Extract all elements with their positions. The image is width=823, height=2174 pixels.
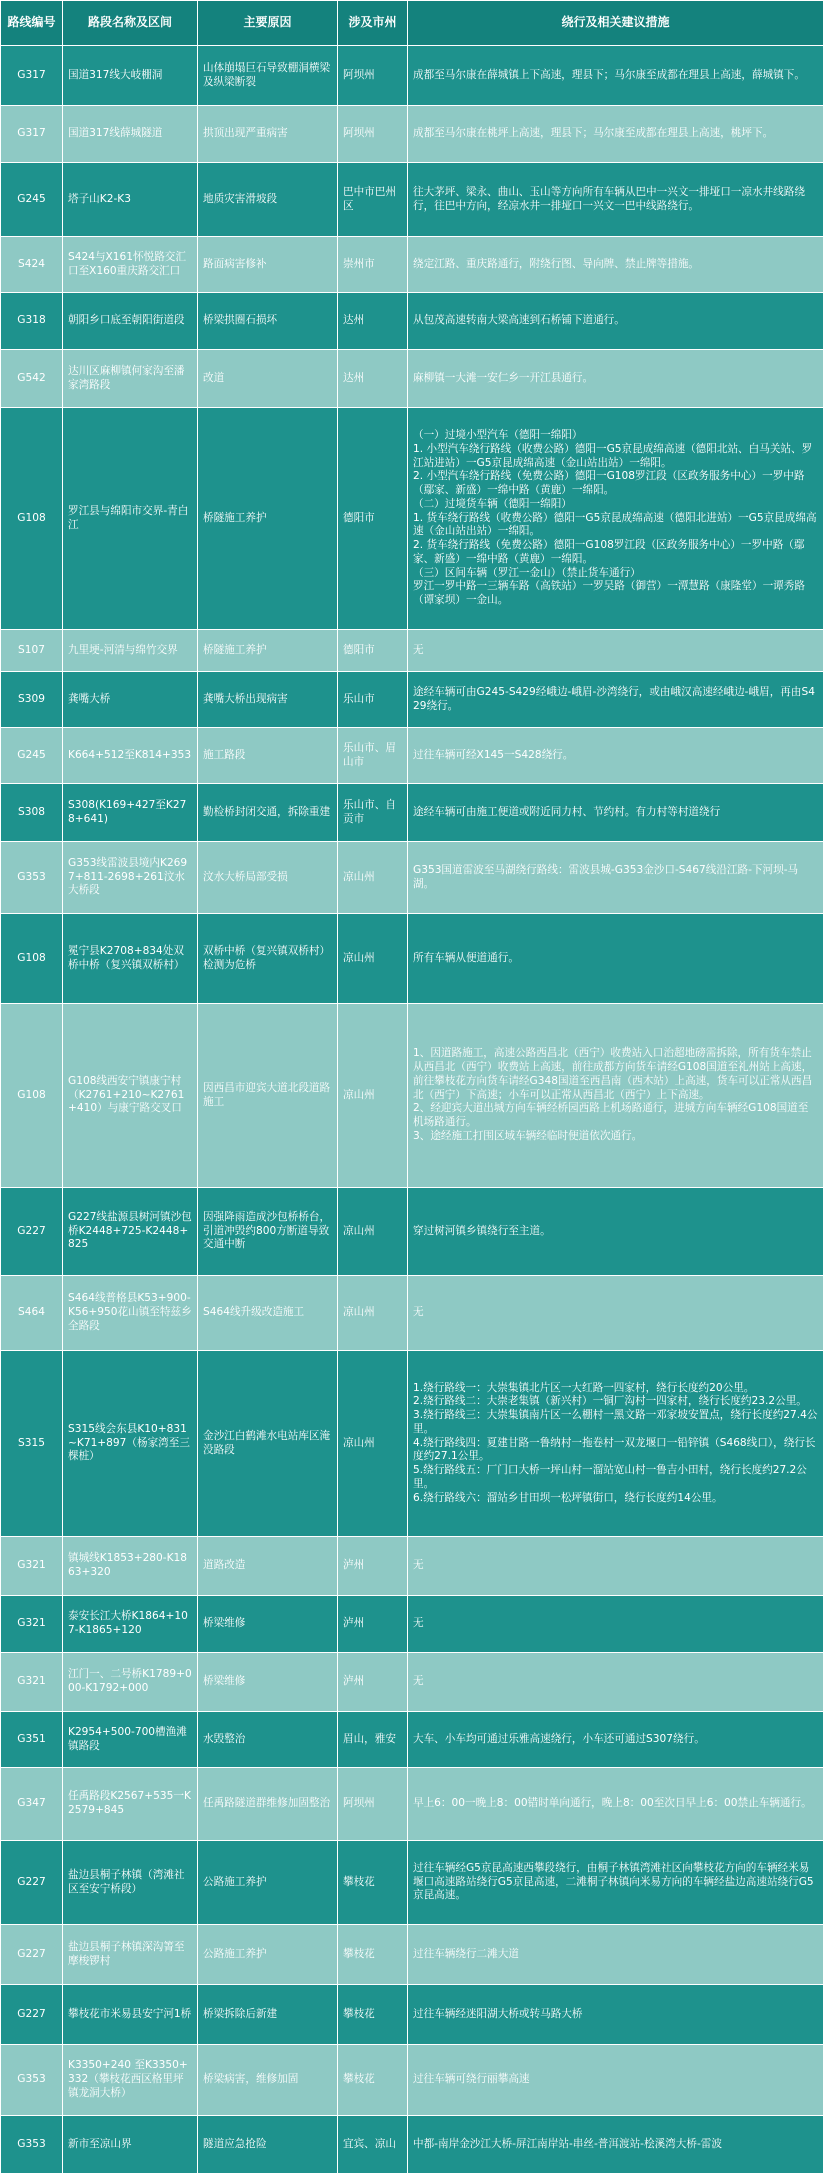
area: 凉山州 (338, 1351, 408, 1537)
section-name: K2954+500-700槽渔滩镇路段 (63, 1712, 198, 1768)
section-name: K3350+240 至K3350+332（攀枝花西区格里坪镇龙洞大桥） (63, 2045, 198, 2116)
detour-plan: 成都至马尔康在薛城镇上下高速，理县下；马尔康至成都在理县上高速，薛城镇下。 (408, 46, 823, 106)
route-code: G227 (1, 1841, 63, 1925)
route-code: S464 (1, 1276, 63, 1351)
section-name: G227线盐源县树河镇沙包桥K2448+725-K2448+825 (63, 1188, 198, 1276)
table-row (1, 1985, 823, 2045)
section-name: 镇城线K1853+280-K1863+320 (63, 1537, 198, 1596)
section-name: 攀枝花市米易县安宁河1桥 (63, 1985, 198, 2045)
reason: 水毁整治 (198, 1712, 338, 1768)
table-row (1, 1653, 823, 1712)
section-name: K664+512至K814+353 (63, 728, 198, 784)
table-row (1, 46, 823, 106)
section-name: 新市至凉山界 (63, 2116, 198, 2174)
section-name: 冕宁县K2708+834处双桥中桥（复兴镇双桥村） (63, 914, 198, 1004)
route-code: G321 (1, 1653, 63, 1712)
table-row (1, 1537, 823, 1596)
route-code: G353 (1, 2045, 63, 2116)
table-row (1, 1188, 823, 1276)
section-name: 盐边县桐子林镇（湾滩社区至安宁桥段） (63, 1841, 198, 1925)
reason: 桥梁维修 (198, 1596, 338, 1653)
reason: 山体崩塌巨石导致棚洞横梁及纵梁断裂 (198, 46, 338, 106)
detour-plan: 过往车辆经迷阳湖大桥或转马路大桥 (408, 1985, 823, 2045)
section-name: 达川区麻柳镇何家沟至潘家湾路段 (63, 350, 198, 408)
route-code: G108 (1, 1004, 63, 1188)
route-code: G245 (1, 163, 63, 237)
area: 攀枝花 (338, 1985, 408, 2045)
route-code: G317 (1, 46, 63, 106)
area: 崇州市 (338, 237, 408, 293)
section-name: 盐边县桐子林镇深沟箐至摩梭锣村 (63, 1925, 198, 1985)
area: 达州 (338, 293, 408, 350)
detour-plan: 无 (408, 1596, 823, 1653)
header-plan: 绕行及相关建议措施 (408, 1, 823, 46)
route-code: G542 (1, 350, 63, 408)
reason: 桥隧施工养护 (198, 408, 338, 630)
reason: 路面病害修补 (198, 237, 338, 293)
detour-plan: 成都至马尔康在桃坪上高速，理县下；马尔康至成都在理县上高速，桃坪下。 (408, 106, 823, 163)
section-name: 朝阳乡口底至朝阳街道段 (63, 293, 198, 350)
reason: S464线升级改造施工 (198, 1276, 338, 1351)
table-row (1, 2116, 823, 2174)
detour-plan: 无 (408, 630, 823, 672)
reason: 公路施工养护 (198, 1925, 338, 1985)
route-code: G227 (1, 1985, 63, 2045)
detour-plan: 1.绕行路线一：大崇集镇北片区一大红路一四家村，绕行长度约20公里。 2.绕行路线二：大崇老集镇（新兴村）一铜厂沟村一四家村，绕行长度约23.2公里。 3.绕行路线三：大崇集镇南片区一么棚村一黑文路一邓家坡安置点，绕行长度约27.4公里。 4.绕行路线四：夏建甘路一鲁纳村一拖卷村一双龙堰口一铅锌镇（S468线口），绕行长度约27.1公里。 5.绕行路线五：厂门口大桥一坪山村一溜站宽山村一鲁吉小田村，绕行长度约27.2公里。 6.绕行路线六：溜站乡甘田坝一松坪镇街口，绕行长度约14公里。 (408, 1351, 823, 1537)
reason: 龚嘴大桥出现病害 (198, 672, 338, 728)
area: 凉山州 (338, 1188, 408, 1276)
route-code: S424 (1, 237, 63, 293)
reason: 道路改造 (198, 1537, 338, 1596)
detour-plan: 无 (408, 1537, 823, 1596)
route-code: S308 (1, 784, 63, 842)
table-row (1, 914, 823, 1004)
area: 泸州 (338, 1596, 408, 1653)
section-name: 九里埂-河清与绵竹交界 (63, 630, 198, 672)
table-row (1, 1276, 823, 1351)
route-code: G227 (1, 1925, 63, 1985)
reason: 任禹路隧道群维修加固整治 (198, 1768, 338, 1841)
reason: 勤检桥封闭交通，拆除重建 (198, 784, 338, 842)
detour-plan: 绕定江路、重庆路通行，附绕行图、导向牌、禁止牌等措施。 (408, 237, 823, 293)
detour-plan: G353国道雷波至马湖绕行路线：雷波县城-G353金沙口-S467线沿江路-下河坝-马湖。 (408, 842, 823, 914)
detour-plan: 无 (408, 1276, 823, 1351)
route-code: G321 (1, 1537, 63, 1596)
section-name: 江门一、二号桥K1789+000-K1792+000 (63, 1653, 198, 1712)
header-section: 路段名称及区间 (63, 1, 198, 46)
area: 阿坝州 (338, 1768, 408, 1841)
route-code: G108 (1, 914, 63, 1004)
reason: 桥隧施工养护 (198, 630, 338, 672)
section-name: 塔子山K2-K3 (63, 163, 198, 237)
section-name: S315线会东县K10+831~K71+897（杨家湾至三棵桩） (63, 1351, 198, 1537)
detour-plan: 从包茂高速转南大梁高速到石桥铺下道通行。 (408, 293, 823, 350)
table-row (1, 2045, 823, 2116)
detour-plan: （一）过境小型汽车（德阳一绵阳） 1. 小型汽车绕行路线（收费公路）德阳一G5京昆成绵高速（德阳北站、白马关站、罗江站进站）一G5京昆成绵高速（金山站出站）一绵阳。 2. 小型汽车绕行路线（免费公路）德阳一G108罗江段（区政务服务中心）一罗中路（鄢家、新盛）一绵中路（黄鹿）一绵阳。 （二）过境货车辆（德阳一绵阳） 1. 货车绕行路线（收费公路）德阳一G5京昆成绵高速（德阳北进站）一G5京昆成绵高速（金山站出站）一绵阳。 2. 货车绕行路线（免费公路）德阳一G108罗江段（区政务服务中心）一罗中路（鄢家、新盛）一绵中路（黄鹿）一绵阳。 （三）区间车辆（罗江一金山）（禁止货车通行） 罗江一罗中路一三辆车路（高铁站）一罗吴路（御营）一潭慧路（康隆堂）一谭秀路（谭家坝）一金山。 (408, 408, 823, 630)
reason: 公路施工养护 (198, 1841, 338, 1925)
detour-plan: 无 (408, 1653, 823, 1712)
table-row (1, 1596, 823, 1653)
table-row (1, 1351, 823, 1537)
route-code: G347 (1, 1768, 63, 1841)
table-row (1, 728, 823, 784)
route-code: G321 (1, 1596, 63, 1653)
section-name: 罗江县与绵阳市交界-青白江 (63, 408, 198, 630)
table-row (1, 842, 823, 914)
route-code: G318 (1, 293, 63, 350)
detour-plan: 中都-南岸金沙江大桥-屏江南岸站-串丝-普洱渡站-桧溪湾大桥-雷波 (408, 2116, 823, 2174)
section-name: 任禹路段K2567+535一K2579+845 (63, 1768, 198, 1841)
table-row (1, 1841, 823, 1925)
section-name: 泰安长江大桥K1864+107-K1865+120 (63, 1596, 198, 1653)
table-row (1, 1768, 823, 1841)
header-area: 涉及市州 (338, 1, 408, 46)
detour-plan: 大车、小车均可通过乐雅高速绕行，小车还可通过S307绕行。 (408, 1712, 823, 1768)
area: 乐山市、自贡市 (338, 784, 408, 842)
header-reason: 主要原因 (198, 1, 338, 46)
route-code: G245 (1, 728, 63, 784)
reason: 桥梁维修 (198, 1653, 338, 1712)
area: 达州 (338, 350, 408, 408)
section-name: 国道317线薛城隧道 (63, 106, 198, 163)
reason: 桥梁病害，维修加固 (198, 2045, 338, 2116)
area: 德阳市 (338, 630, 408, 672)
area: 凉山州 (338, 842, 408, 914)
table-row (1, 163, 823, 237)
area: 泸州 (338, 1537, 408, 1596)
reason: 隧道应急抢险 (198, 2116, 338, 2174)
route-code: G108 (1, 408, 63, 630)
area: 攀枝花 (338, 2045, 408, 2116)
detour-plan: 所有车辆从便道通行。 (408, 914, 823, 1004)
detour-plan: 穿过树河镇乡镇绕行至主道。 (408, 1188, 823, 1276)
reason: 金沙江白鹤滩水电站库区淹没路段 (198, 1351, 338, 1537)
area: 泸州 (338, 1653, 408, 1712)
area: 凉山州 (338, 914, 408, 1004)
area: 德阳市 (338, 408, 408, 630)
table-row (1, 237, 823, 293)
route-code: G353 (1, 842, 63, 914)
area: 凉山州 (338, 1276, 408, 1351)
table-row (1, 630, 823, 672)
route-code: G317 (1, 106, 63, 163)
reason: 改道 (198, 350, 338, 408)
detour-plan: 过往车辆可经X145一S428绕行。 (408, 728, 823, 784)
table-row (1, 106, 823, 163)
route-code: G353 (1, 2116, 63, 2174)
reason: 桥梁拆除后新建 (198, 1985, 338, 2045)
table-header-row (1, 1, 823, 46)
table-row (1, 408, 823, 630)
area: 宜宾、凉山 (338, 2116, 408, 2174)
header-route-code: 路线编号 (1, 1, 63, 46)
section-name: 龚嘴大桥 (63, 672, 198, 728)
area: 乐山市、眉山市 (338, 728, 408, 784)
table-row (1, 1712, 823, 1768)
section-name: S464线普格县K53+900-K56+950花山镇至特兹乡全路段 (63, 1276, 198, 1351)
area: 乐山市 (338, 672, 408, 728)
reason: 地质灾害滑坡段 (198, 163, 338, 237)
reason: 桥梁拱圈石损坏 (198, 293, 338, 350)
route-code: G351 (1, 1712, 63, 1768)
route-code: S315 (1, 1351, 63, 1537)
reason: 汶水大桥局部受损 (198, 842, 338, 914)
area: 凉山州 (338, 1004, 408, 1188)
route-code: S107 (1, 630, 63, 672)
area: 眉山，雅安 (338, 1712, 408, 1768)
detour-plan: 麻柳镇一大滩一安仁乡一开江县通行。 (408, 350, 823, 408)
detour-plan: 1、因道路施工，高速公路西昌北（西宁）收费站入口治超地磅需拆除，所有货车禁止从西昌北（西宁）收费站上高速，前往成都方向货车请经G108国道至礼州站上高速，前往攀枝花方向货车请经G348国道至西昌南（西木站）上高速，货车可以正常从西昌北（西宁）下高速；小车可以正常从西昌北（西宁）上下高速。 2、经迎宾大道出城方向车辆经桥园西路上机场路通行，进城方向车辆经G108国道至机场路通行。 3、途经施工打围区域车辆经临时便道依次通行。 (408, 1004, 823, 1188)
detour-plan: 过往车辆绕行二滩大道 (408, 1925, 823, 1985)
detour-plan: 途经车辆可由G245-S429经峨边-峨眉-沙湾绕行，或由峨汉高速经峨边-峨眉，再由S429绕行。 (408, 672, 823, 728)
table-row (1, 1925, 823, 1985)
route-code: G227 (1, 1188, 63, 1276)
table-row (1, 293, 823, 350)
area: 阿坝州 (338, 46, 408, 106)
section-name: G108线西安宁镇康宁村（K2761+210~K2761+410）与康宁路交叉口 (63, 1004, 198, 1188)
area: 巴中市巴州区 (338, 163, 408, 237)
detour-plan: 早上6：00一晚上8：00错时单向通行，晚上8：00至次日早上6：00禁止车辆通行。 (408, 1768, 823, 1841)
reason: 施工路段 (198, 728, 338, 784)
table-row (1, 350, 823, 408)
detour-plan: 途经车辆可由施工便道或附近同力村、节约村。有力村等村道绕行 (408, 784, 823, 842)
reason: 拱顶出现严重病害 (198, 106, 338, 163)
detour-plan: 过往车辆经G5京昆高速西攀段绕行，由桐子林镇湾滩社区向攀枝花方向的车辆经米易堰口高速路站绕行G5京昆高速，二滩桐子林镇向米易方向的车辆经盐边高速站绕行G5京昆高速。 (408, 1841, 823, 1925)
area: 攀枝花 (338, 1925, 408, 1985)
section-name: S308(K169+427至K278+641) (63, 784, 198, 842)
section-name: 国道317线大岐棚洞 (63, 46, 198, 106)
reason: 双桥中桥（复兴镇双桥村）检测为危桥 (198, 914, 338, 1004)
table-row (1, 1004, 823, 1188)
detour-plan: 过往车辆可绕行丽攀高速 (408, 2045, 823, 2116)
table-row (1, 672, 823, 728)
reason: 因西昌市迎宾大道北段道路施工 (198, 1004, 338, 1188)
reason: 因强降雨造成沙包桥桥台，引道冲毁约800方断道导致交通中断 (198, 1188, 338, 1276)
route-code: S309 (1, 672, 63, 728)
area: 攀枝花 (338, 1841, 408, 1925)
section-name: G353线雷波县境内K2697+811-2698+261汶水大桥段 (63, 842, 198, 914)
table-row (1, 784, 823, 842)
detour-plan: 往大茅坪、梁永、曲山、玉山等方向所有车辆从巴中一兴文一排垭口一凉水井线路绕行，往巴中方向，经凉水井一排垭口一兴文一巴中线路绕行。 (408, 163, 823, 237)
area: 阿坝州 (338, 106, 408, 163)
section-name: S424与X161怀悦路交汇口至X160重庆路交汇口 (63, 237, 198, 293)
